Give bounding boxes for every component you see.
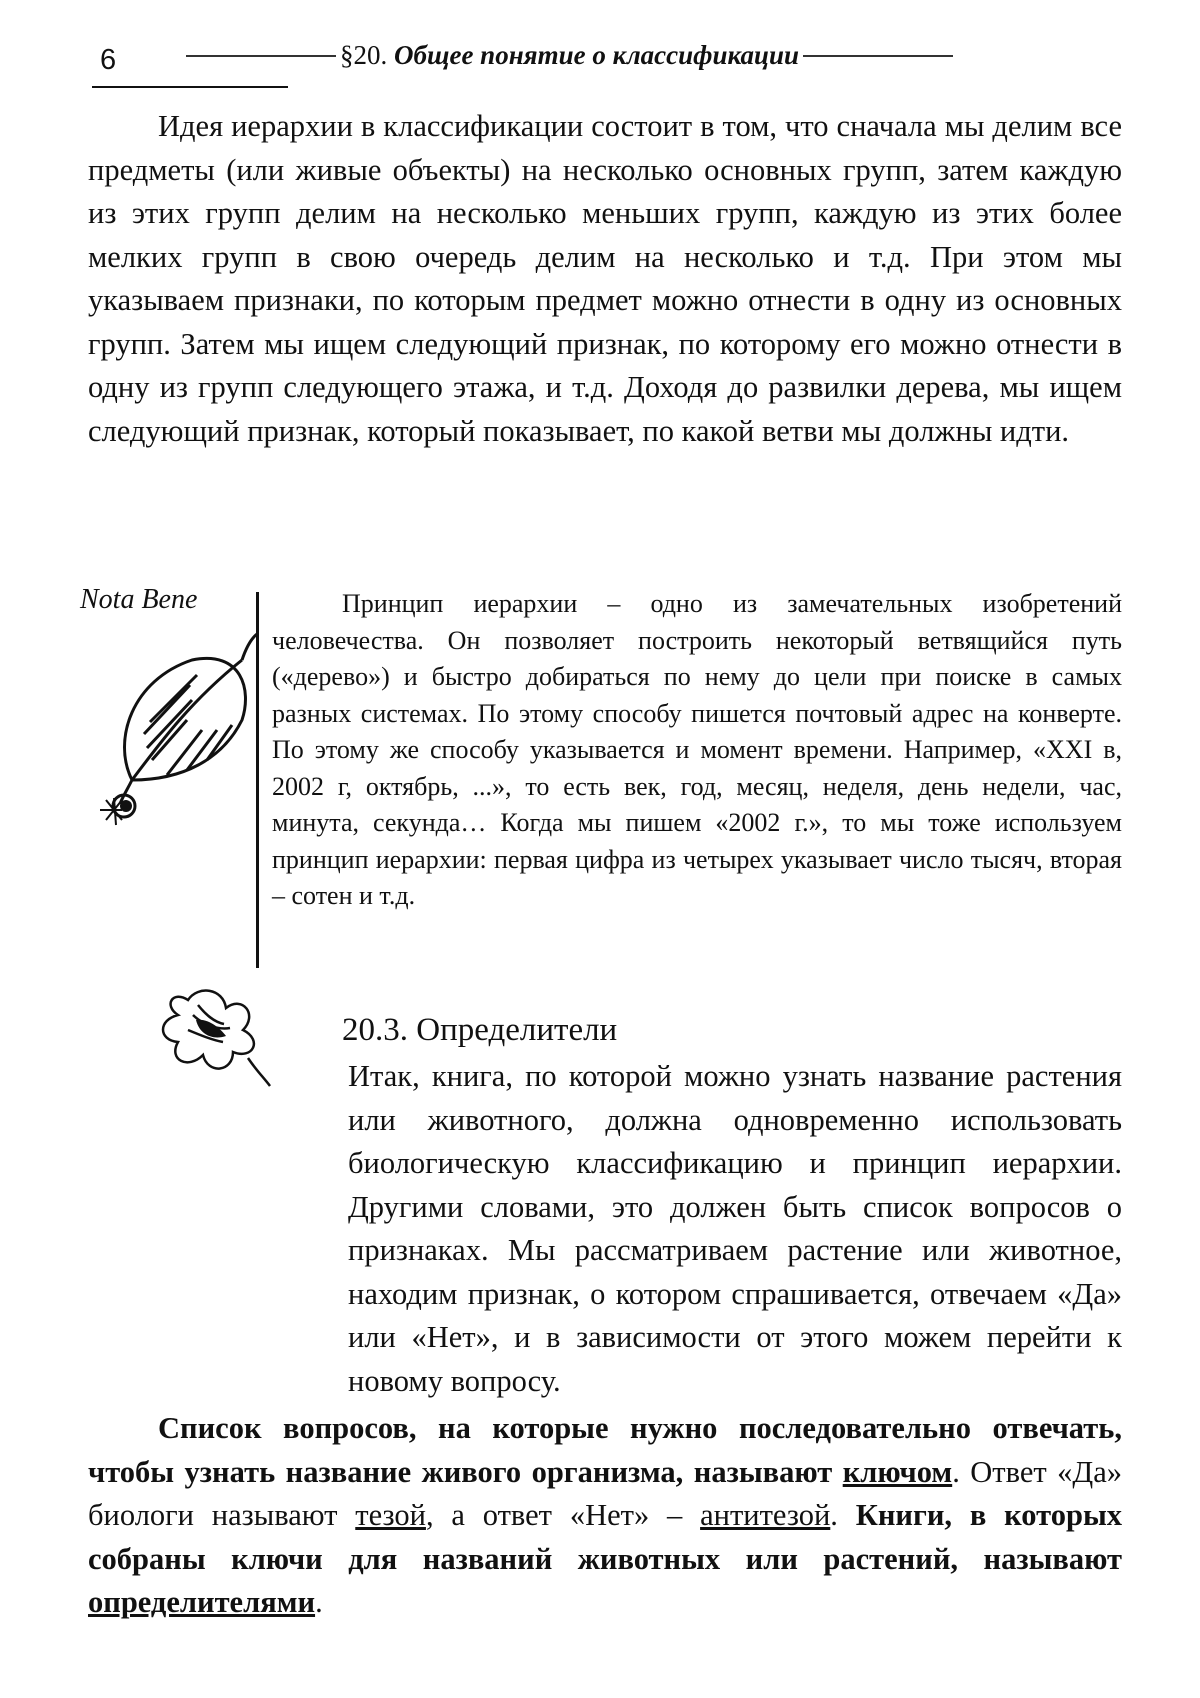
determinants-definition-bold: Книги, в которых собраны ключи для названий животных или растений, называют: [88, 1498, 1123, 1576]
para2-text-3: .: [830, 1498, 838, 1532]
section-body: [88, 1055, 1122, 1625]
nota-bene-text: [272, 586, 1122, 915]
section-paragraph-2: [88, 1407, 1122, 1625]
section-paragraph-1: Итак, книга, по которой можно узнать название растения или животного, должна одновременно использовать биологическую классификацию и принцип иерархии. Другими словами, это должен быть список вопросов о признаках. Мы рассматриваем растение или животное, находим признак, о котором спрашивается, отвечаем «Да» или «Нет», и в зависимости от этого можем перейти к новому вопросу.: [348, 1059, 1122, 1398]
running-head-ornament-right: [803, 55, 953, 57]
para2-text-2: , а ответ «Нет» –: [425, 1498, 683, 1532]
running-head: [186, 40, 1006, 71]
running-head-text: [340, 40, 799, 71]
term-thesis: тезой: [355, 1498, 426, 1532]
intro-text: Идея иерархии в классификации состоит в том, что сначала мы делим все предметы (или живые объекты) на несколько основных групп, затем каждую из этих групп делим на несколько меньших групп, каждую из этих более мелких групп в свою очередь делим на несколько и т.д. При этом мы указываем признаки, по которым предмет можно отнести в одну из основных групп. Затем мы ищем следующий признак, по которому его можно отнести в одну из групп следующего этажа, и т.д. Доходя до развилки дерева, мы ищем следующий признак, который показывает, по какой ветви мы должны идти.: [88, 109, 1122, 448]
page-number: 6: [100, 44, 117, 76]
nota-bene-label: Nota Bene: [80, 584, 198, 615]
page-number-rule: [92, 86, 288, 88]
para2-end: .: [315, 1585, 323, 1619]
term-determinants: определителями: [88, 1585, 316, 1619]
para2-text-1: . Ответ «Да» биологи называют: [88, 1454, 1122, 1532]
running-head-ornament-left: [186, 55, 336, 57]
term-antithesis: антитезой: [700, 1498, 831, 1532]
leaf-drawing-icon: [92, 630, 260, 830]
running-head-title: Общее понятие о классификации: [394, 40, 800, 70]
intro-paragraph: [88, 105, 1122, 453]
nota-bene-body: Принцип иерархии – одно из замечательных изобретений человечества. Он позволяет построить некоторый ветвящийся путь («дерево») и быстро добираться по нему до цели при поиске в самых разных системах. По этому способу пишется почтовый адрес на конверте. По этому же способу указывается и момент времени. Например, «XXI в, 2002 г, октябрь, ...», то есть век, год, месяц, неделя, день недели, час, минута, секунда… Когда мы пишем «2002 г.», то мы тоже используем принцип иерархии: первая цифра из четырех указывает число тысяч, вторая – сотен и т.д.: [272, 589, 1122, 910]
key-definition-bold: Список вопросов, на которые нужно последовательно отвечать, чтобы узнать название живого организма, называют: [88, 1411, 1122, 1489]
running-head-prefix: §20.: [340, 40, 388, 70]
section-heading: 20.3. Определители: [342, 1012, 618, 1048]
term-key: ключом: [842, 1454, 953, 1489]
